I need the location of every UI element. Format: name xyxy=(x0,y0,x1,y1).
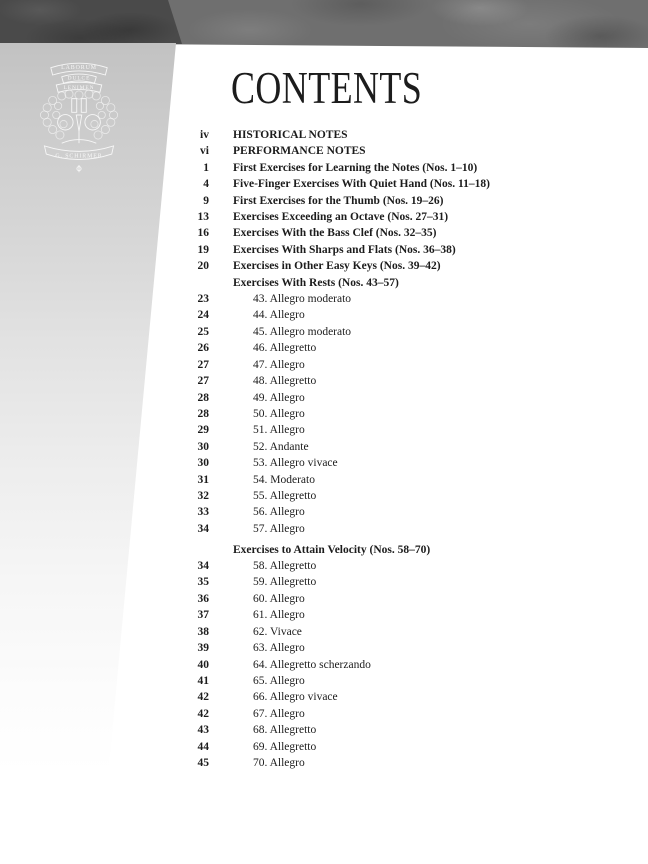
toc-entry-label: Exercises With the Bass Clef (Nos. 32–35) xyxy=(233,227,437,240)
toc-row xyxy=(168,708,608,724)
motto-text-2: DULCE xyxy=(67,75,91,82)
toc-page-number: 25 xyxy=(197,325,209,338)
toc-page-number: 42 xyxy=(197,691,209,704)
toc-row xyxy=(168,724,608,740)
toc-row xyxy=(168,560,608,576)
toc-page-number: 29 xyxy=(197,424,209,437)
toc-page-number: 42 xyxy=(197,707,209,720)
publisher-text: G. SCHIRMER xyxy=(55,153,103,160)
toc-entry-label: 69. Allegretto xyxy=(253,740,317,753)
toc-entry-label: 56. Allegro xyxy=(253,506,305,519)
toc-entry-label: 49. Allegro xyxy=(253,391,305,404)
toc-entry-label: First Exercises for Learning the Notes (Nos. 1–10) xyxy=(233,161,478,174)
toc-page-number: 40 xyxy=(197,658,209,671)
schirmer-crest-icon xyxy=(38,55,120,175)
toc-entry-label: 43. Allegro moderato xyxy=(253,293,352,306)
toc-entry-label: 52. Andante xyxy=(253,440,309,453)
toc-entry-label: 46. Allegretto xyxy=(253,342,317,355)
toc-entry-label: 66. Allegro vivace xyxy=(253,691,338,704)
toc-page-number: 27 xyxy=(197,375,209,388)
toc-row xyxy=(168,211,608,227)
toc-entry-label: PERFORMANCE NOTES xyxy=(233,145,366,158)
toc-page-number: 19 xyxy=(197,243,209,256)
toc-page-number: 36 xyxy=(197,592,209,605)
toc-page-number: 33 xyxy=(197,506,209,519)
toc-entry-label: Exercises in Other Easy Keys (Nos. 39–42) xyxy=(233,260,441,273)
toc-row xyxy=(168,642,608,658)
toc-entry-label: 64. Allegretto scherzando xyxy=(253,658,371,671)
crest-chalice xyxy=(76,115,81,131)
toc-page-number: 24 xyxy=(197,309,209,322)
toc-entry-label: 50. Allegro xyxy=(253,407,305,420)
toc-row xyxy=(168,523,608,539)
toc-list xyxy=(168,129,608,773)
toc-entry-label: 47. Allegro xyxy=(253,358,305,371)
toc-row xyxy=(168,145,608,161)
toc-page-number: 34 xyxy=(197,522,209,535)
toc-page-number: 37 xyxy=(197,609,209,622)
toc-page-number: 4 xyxy=(203,178,209,191)
toc-page-number: 13 xyxy=(197,211,209,224)
toc-entry-label: Five-Finger Exercises With Quiet Hand (Nos. 11–18) xyxy=(233,178,490,191)
toc-entry-label: 61. Allegro xyxy=(253,609,305,622)
toc-entry-label: 44. Allegro xyxy=(253,309,305,322)
toc-row xyxy=(168,441,608,457)
toc-page-number: 28 xyxy=(197,391,209,404)
toc-page-number: vi xyxy=(200,145,209,158)
toc-page-number: 43 xyxy=(197,724,209,737)
toc-row xyxy=(168,457,608,473)
toc-page-number: 32 xyxy=(197,489,209,502)
toc-row xyxy=(168,260,608,276)
toc-entry-label: 53. Allegro vivace xyxy=(253,457,338,470)
crest-pillar-right xyxy=(81,99,86,113)
toc-row xyxy=(168,741,608,757)
toc-row xyxy=(168,757,608,773)
toc-page-number: 20 xyxy=(197,260,209,273)
toc-entry-label: Exercises With Sharps and Flats (Nos. 36–38) xyxy=(233,243,456,256)
toc-row xyxy=(168,474,608,490)
toc-entry-label: 67. Allegro xyxy=(253,707,305,720)
page-title: CONTENTS xyxy=(231,63,423,113)
toc-row xyxy=(168,326,608,342)
toc-row xyxy=(168,293,608,309)
toc-row xyxy=(168,359,608,375)
toc-page-number: 45 xyxy=(197,756,209,769)
toc-entry-label: 70. Allegro xyxy=(253,756,305,769)
toc-row xyxy=(168,129,608,145)
toc-entry-label: 48. Allegretto xyxy=(253,375,317,388)
toc-page-number: 41 xyxy=(197,674,209,687)
toc-entry-label: Exercises Exceeding an Octave (Nos. 27–31) xyxy=(233,211,449,224)
toc-row xyxy=(168,506,608,522)
toc-row xyxy=(168,227,608,243)
toc-entry-label: 58. Allegretto xyxy=(253,560,317,573)
toc-page-number: 35 xyxy=(197,576,209,589)
toc-page-number: iv xyxy=(200,129,209,141)
toc-entry-label: 45. Allegro moderato xyxy=(253,325,352,338)
toc-page-number: 38 xyxy=(197,625,209,638)
toc-page-number: 27 xyxy=(197,358,209,371)
toc-row xyxy=(168,342,608,358)
toc-row xyxy=(168,392,608,408)
toc-entry-label: First Exercises for the Thumb (Nos. 19–26) xyxy=(233,194,444,207)
toc-entry-label: 57. Allegro xyxy=(253,522,305,535)
toc-entry-label: Exercises With Rests (Nos. 43–57) xyxy=(233,276,399,289)
toc-entry-label: 54. Moderato xyxy=(253,473,315,486)
motto-text-1: LABORUM xyxy=(61,65,97,72)
toc-row xyxy=(168,609,608,625)
toc-entry-label: 62. Vivace xyxy=(253,625,302,638)
toc-row xyxy=(168,375,608,391)
toc-page-number: 28 xyxy=(197,407,209,420)
toc-row xyxy=(168,424,608,440)
toc-row xyxy=(168,691,608,707)
toc-entry-label: Exercises to Attain Velocity (Nos. 58–70) xyxy=(233,543,431,556)
toc-entry-label: 63. Allegro xyxy=(253,642,305,655)
toc-row xyxy=(168,626,608,642)
toc-entry-label: 68. Allegretto xyxy=(253,724,317,737)
toc-entry-label: 55. Allegretto xyxy=(253,489,317,502)
toc-row xyxy=(168,675,608,691)
toc-entry-label: 51. Allegro xyxy=(253,424,305,437)
toc-page-number: 39 xyxy=(197,642,209,655)
toc-entry-label: 60. Allegro xyxy=(253,592,305,605)
header-smoke-band-dark-corner xyxy=(0,0,182,44)
toc-page-number: 1 xyxy=(203,161,209,174)
toc-page-number: 31 xyxy=(197,473,209,486)
toc-entry-label: HISTORICAL NOTES xyxy=(233,129,348,141)
toc-row xyxy=(168,544,608,560)
toc-row xyxy=(168,162,608,178)
toc-page-number: 23 xyxy=(197,293,209,306)
toc-page-number: 16 xyxy=(197,227,209,240)
toc-row xyxy=(168,244,608,260)
toc-row xyxy=(168,277,608,293)
crest-pillar-left xyxy=(72,99,77,113)
toc-page-number: 30 xyxy=(197,457,209,470)
toc-page-number: 30 xyxy=(197,440,209,453)
toc-page-number: 44 xyxy=(197,740,209,753)
toc-page-number: 9 xyxy=(203,194,209,207)
toc-row xyxy=(168,576,608,592)
toc-row xyxy=(168,659,608,675)
toc-row xyxy=(168,408,608,424)
toc-row xyxy=(168,195,608,211)
toc-entry-label: 65. Allegro xyxy=(253,674,305,687)
toc-entry-label: 59. Allegretto xyxy=(253,576,317,589)
toc-page-number: 26 xyxy=(197,342,209,355)
toc-row xyxy=(168,490,608,506)
toc-page-number: 34 xyxy=(197,560,209,573)
motto-text-3: LENIMEN xyxy=(63,85,95,92)
toc-row xyxy=(168,309,608,325)
toc-row xyxy=(168,178,608,194)
toc-row xyxy=(168,593,608,609)
